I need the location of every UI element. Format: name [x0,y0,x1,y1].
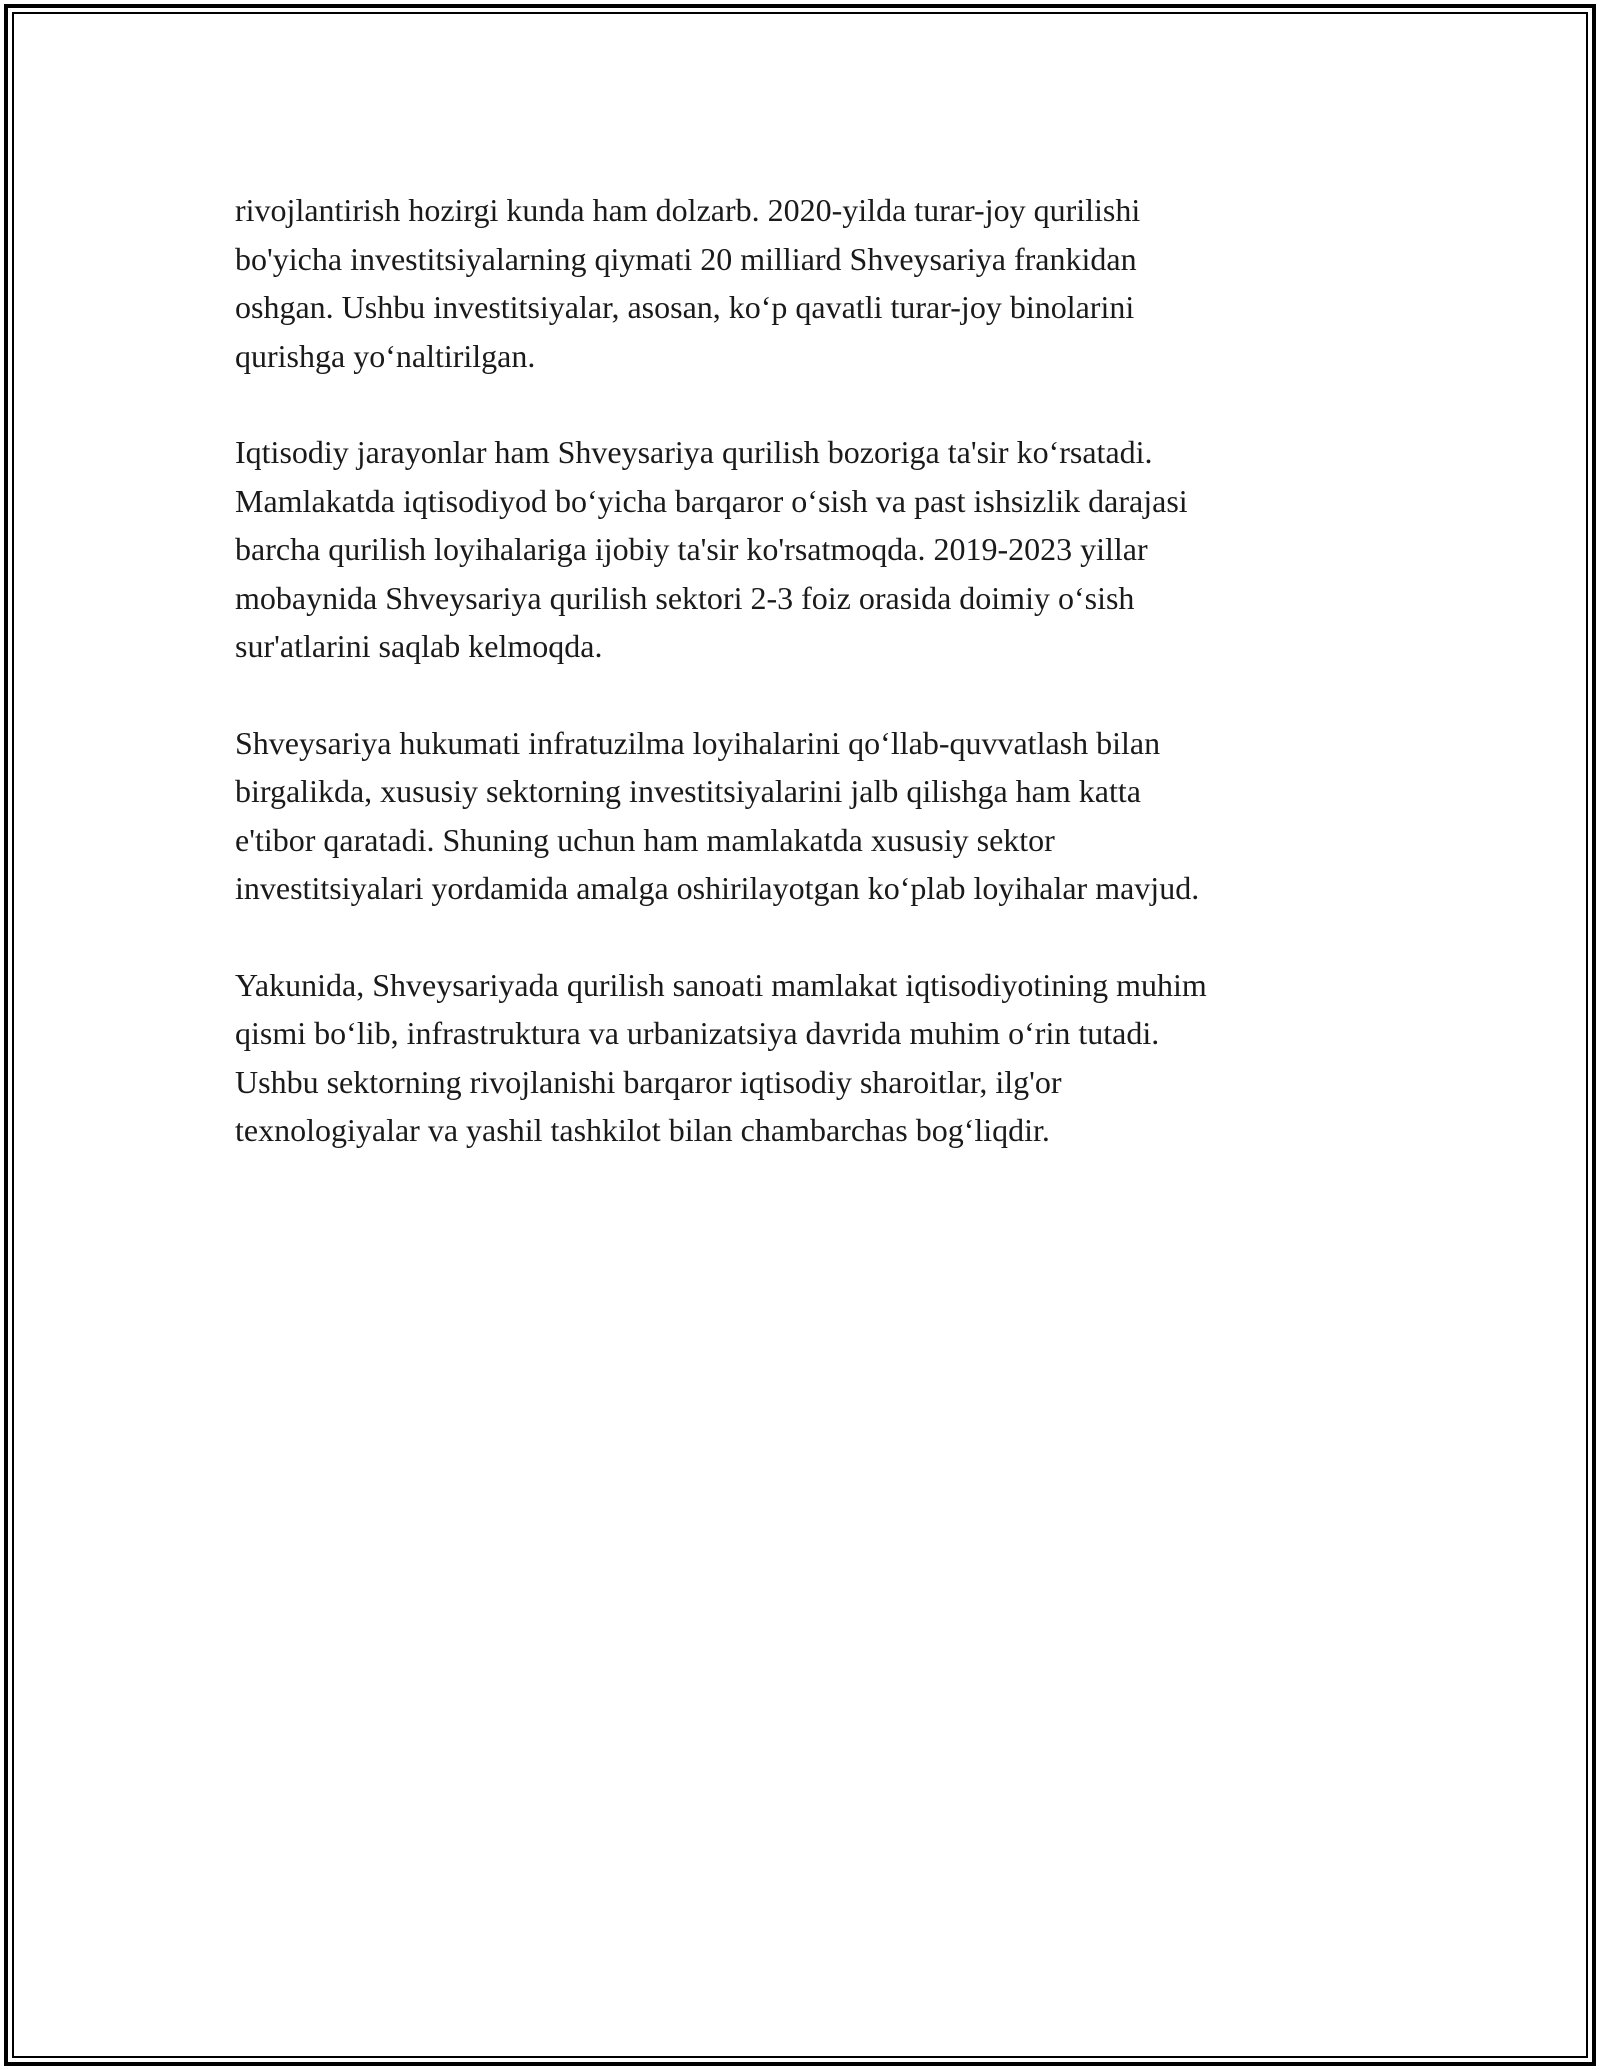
paragraph-2 [235,428,1365,671]
text-line: Yakunida, Shveysariyada qurilish sanoati mamlakat iqtisodiyotining muhim [235,966,1207,1003]
text-line: texnologiyalar va yashil tashkilot bilan chambarchas bog‘liqdir. [235,1112,1050,1148]
text-line: qurishga yo‘naltirilgan. [235,337,536,374]
text-line: Mamlakatda iqtisodiyod bo‘yicha barqaror o‘sish va past ishsizlik darajasi [235,482,1188,519]
text-line: oshgan. Ushbu investitsiyalar, asosan, ko‘p qavatli turar-joy binolarini [235,289,1135,325]
text-line: Shveysariya hukumati infratuzilma loyihalarini qo‘llab-quvvatlash bilan [235,724,1161,761]
text-line: mobaynida Shveysariya qurilish sektori 2-3 foiz orasida doimiy o‘sish [235,579,1135,616]
text-line: Ushbu sektorning rivojlanishi barqaror iqtisodiy sharoitlar, ilg'or [235,1063,1062,1100]
paragraph-1 [235,186,1365,380]
text-line: bo'yicha investitsiyalarning qiymati 20 milliard Shveysariya frankidan [235,240,1137,277]
text-line: barcha qurilish loyihalariga ijobiy ta'sir ko'rsatmoqda. 2019-2023 yillar [235,531,1148,567]
document-body [235,186,1365,1203]
paragraph-3 [235,719,1365,913]
text-line: birgalikda, xususiy sektorning investitsiyalarini jalb qilishga ham katta [235,773,1141,809]
text-line: qismi bo‘lib, infrastruktura va urbanizatsiya davrida muhim o‘rin tutadi. [235,1015,1160,1051]
paragraph-4 [235,961,1365,1155]
text-line: rivojlantirish hozirgi kunda ham dolzarb. 2020-yilda turar-joy qurilishi [235,192,1141,228]
text-line: sur'atlarini saqlab kelmoqda. [235,628,603,664]
text-line: Iqtisodiy jarayonlar ham Shveysariya qurilish bozoriga ta'sir ko‘rsatadi. [235,434,1153,470]
text-line: investitsiyalari yordamida amalga oshirilayotgan ko‘plab loyihalar mavjud. [235,870,1200,906]
text-line: e'tibor qaratadi. Shuning uchun ham mamlakatda xususiy sektor [235,821,1055,858]
